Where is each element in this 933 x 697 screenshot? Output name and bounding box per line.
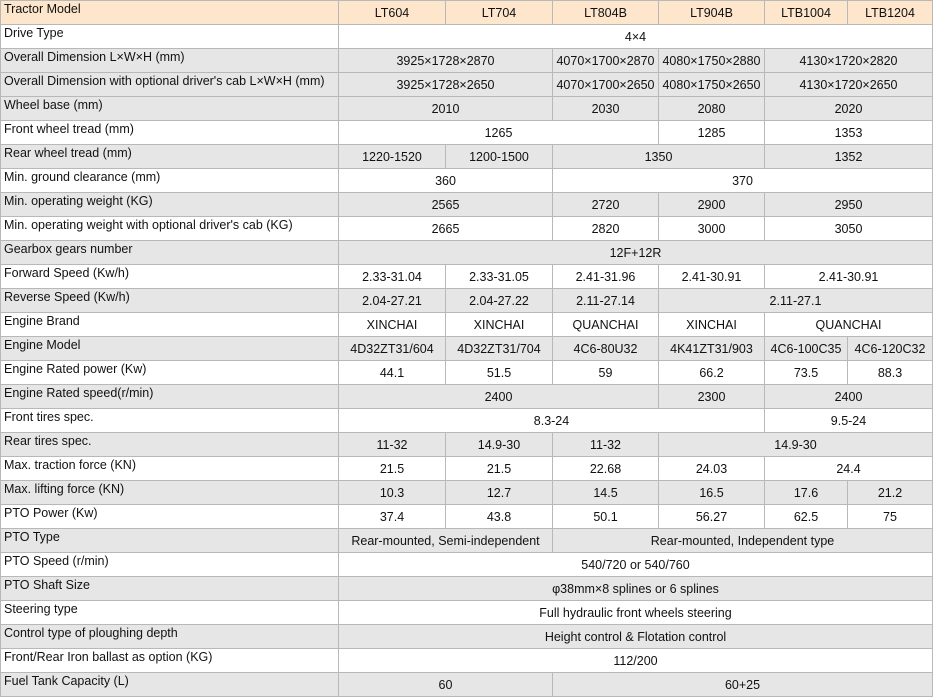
spec-label: Min. operating weight (KG) bbox=[1, 193, 339, 217]
spec-row bbox=[1, 25, 933, 49]
spec-value: 21.2 bbox=[848, 481, 933, 505]
spec-label: PTO Speed (r/min) bbox=[1, 553, 339, 577]
spec-value: 3000 bbox=[659, 217, 765, 241]
spec-label: Front tires spec. bbox=[1, 409, 339, 433]
spec-row bbox=[1, 49, 933, 73]
spec-row bbox=[1, 385, 933, 409]
spec-value: 2820 bbox=[553, 217, 659, 241]
spec-value: XINCHAI bbox=[659, 313, 765, 337]
spec-value: 2080 bbox=[659, 97, 765, 121]
spec-label: Reverse Speed (Kw/h) bbox=[1, 289, 339, 313]
spec-value: 112/200 bbox=[339, 649, 933, 673]
spec-label: Min. operating weight with optional driver's cab (KG) bbox=[1, 217, 339, 241]
spec-value: 3925×1728×2870 bbox=[339, 49, 553, 73]
spec-row bbox=[1, 505, 933, 529]
spec-value: 4130×1720×2820 bbox=[765, 49, 933, 73]
spec-value: 2.41-30.91 bbox=[659, 265, 765, 289]
spec-value: 2300 bbox=[659, 385, 765, 409]
spec-row bbox=[1, 529, 933, 553]
spec-value: 9.5-24 bbox=[765, 409, 933, 433]
spec-value: 14.5 bbox=[553, 481, 659, 505]
spec-label: Engine Rated power (Kw) bbox=[1, 361, 339, 385]
spec-value: Full hydraulic front wheels steering bbox=[339, 601, 933, 625]
spec-label: PTO Type bbox=[1, 529, 339, 553]
spec-value: 1352 bbox=[765, 145, 933, 169]
spec-row bbox=[1, 625, 933, 649]
spec-value: 14.9-30 bbox=[446, 433, 553, 457]
spec-value: 60+25 bbox=[553, 673, 933, 697]
spec-label: Front/Rear Iron ballast as option (KG) bbox=[1, 649, 339, 673]
spec-value: 88.3 bbox=[848, 361, 933, 385]
spec-label: Engine Model bbox=[1, 337, 339, 361]
spec-label: Control type of ploughing depth bbox=[1, 625, 339, 649]
spec-value: 370 bbox=[553, 169, 933, 193]
spec-value: 24.4 bbox=[765, 457, 933, 481]
model-header-lt604: LT604 bbox=[339, 1, 446, 25]
header-row bbox=[1, 1, 933, 25]
spec-label: Overall Dimension L×W×H (mm) bbox=[1, 49, 339, 73]
spec-value: XINCHAI bbox=[446, 313, 553, 337]
spec-row bbox=[1, 337, 933, 361]
header-label: Tractor Model bbox=[1, 1, 339, 25]
model-header-lt704: LT704 bbox=[446, 1, 553, 25]
spec-value: 56.27 bbox=[659, 505, 765, 529]
spec-value: 44.1 bbox=[339, 361, 446, 385]
spec-value: 22.68 bbox=[553, 457, 659, 481]
spec-value: 4C6-100C35 bbox=[765, 337, 848, 361]
spec-value: 2.33-31.05 bbox=[446, 265, 553, 289]
spec-row bbox=[1, 577, 933, 601]
spec-value: 11-32 bbox=[339, 433, 446, 457]
spec-value: 4070×1700×2650 bbox=[553, 73, 659, 97]
spec-value: 4×4 bbox=[339, 25, 933, 49]
spec-value: 16.5 bbox=[659, 481, 765, 505]
spec-row bbox=[1, 457, 933, 481]
spec-label: PTO Shaft Size bbox=[1, 577, 339, 601]
spec-row bbox=[1, 73, 933, 97]
spec-value: 1200-1500 bbox=[446, 145, 553, 169]
spec-label: Engine Brand bbox=[1, 313, 339, 337]
spec-value: Height control & Flotation control bbox=[339, 625, 933, 649]
model-header-lt904b: LT904B bbox=[659, 1, 765, 25]
spec-value: 2.41-30.91 bbox=[765, 265, 933, 289]
spec-value: 4D32ZT31/604 bbox=[339, 337, 446, 361]
spec-value: 4080×1750×2650 bbox=[659, 73, 765, 97]
spec-label: Wheel base (mm) bbox=[1, 97, 339, 121]
spec-label: Max. traction force (KN) bbox=[1, 457, 339, 481]
spec-value: Rear-mounted, Independent type bbox=[553, 529, 933, 553]
model-header-ltb1204: LTB1204 bbox=[848, 1, 933, 25]
spec-value: 59 bbox=[553, 361, 659, 385]
spec-row bbox=[1, 289, 933, 313]
spec-value: QUANCHAI bbox=[765, 313, 933, 337]
spec-row bbox=[1, 193, 933, 217]
spec-label: Engine Rated speed(r/min) bbox=[1, 385, 339, 409]
spec-value: 1285 bbox=[659, 121, 765, 145]
spec-value: 12.7 bbox=[446, 481, 553, 505]
spec-value: 3925×1728×2650 bbox=[339, 73, 553, 97]
spec-value: 10.3 bbox=[339, 481, 446, 505]
spec-value: 4C6-120C32 bbox=[848, 337, 933, 361]
spec-row bbox=[1, 601, 933, 625]
spec-row bbox=[1, 361, 933, 385]
spec-value: 4K41ZT31/903 bbox=[659, 337, 765, 361]
spec-label: Drive Type bbox=[1, 25, 339, 49]
spec-label: PTO Power (Kw) bbox=[1, 505, 339, 529]
spec-value: 51.5 bbox=[446, 361, 553, 385]
spec-label: Rear wheel tread (mm) bbox=[1, 145, 339, 169]
spec-row bbox=[1, 169, 933, 193]
spec-value: 2950 bbox=[765, 193, 933, 217]
spec-value: 17.6 bbox=[765, 481, 848, 505]
spec-value: 11-32 bbox=[553, 433, 659, 457]
spec-value: 2.04-27.22 bbox=[446, 289, 553, 313]
spec-value: 2400 bbox=[339, 385, 659, 409]
spec-value: 62.5 bbox=[765, 505, 848, 529]
spec-value: 60 bbox=[339, 673, 553, 697]
spec-label: Forward Speed (Kw/h) bbox=[1, 265, 339, 289]
spec-row bbox=[1, 121, 933, 145]
spec-value: 2400 bbox=[765, 385, 933, 409]
spec-value: 14.9-30 bbox=[659, 433, 933, 457]
spec-value: 75 bbox=[848, 505, 933, 529]
spec-value: 4080×1750×2880 bbox=[659, 49, 765, 73]
spec-value: 24.03 bbox=[659, 457, 765, 481]
spec-row bbox=[1, 217, 933, 241]
spec-label: Steering type bbox=[1, 601, 339, 625]
spec-value: Rear-mounted, Semi-independent bbox=[339, 529, 553, 553]
spec-value: 2.11-27.1 bbox=[659, 289, 933, 313]
spec-row bbox=[1, 313, 933, 337]
spec-value: 2565 bbox=[339, 193, 553, 217]
spec-row bbox=[1, 241, 933, 265]
spec-value: 4D32ZT31/704 bbox=[446, 337, 553, 361]
spec-value: 1265 bbox=[339, 121, 659, 145]
spec-value: 21.5 bbox=[339, 457, 446, 481]
spec-value: 2900 bbox=[659, 193, 765, 217]
spec-value: 2030 bbox=[553, 97, 659, 121]
spec-label: Max. lifting force (KN) bbox=[1, 481, 339, 505]
spec-value: QUANCHAI bbox=[553, 313, 659, 337]
spec-value: 2665 bbox=[339, 217, 553, 241]
spec-value: 2.41-31.96 bbox=[553, 265, 659, 289]
spec-value: 360 bbox=[339, 169, 553, 193]
spec-row bbox=[1, 481, 933, 505]
spec-label: Front wheel tread (mm) bbox=[1, 121, 339, 145]
spec-value: 540/720 or 540/760 bbox=[339, 553, 933, 577]
spec-value: 21.5 bbox=[446, 457, 553, 481]
spec-value: 4070×1700×2870 bbox=[553, 49, 659, 73]
spec-value: 4130×1720×2650 bbox=[765, 73, 933, 97]
model-header-lt804b: LT804B bbox=[553, 1, 659, 25]
spec-value: 73.5 bbox=[765, 361, 848, 385]
spec-value: 2010 bbox=[339, 97, 553, 121]
spec-value: φ38mm×8 splines or 6 splines bbox=[339, 577, 933, 601]
spec-value: 3050 bbox=[765, 217, 933, 241]
spec-value: 12F+12R bbox=[339, 241, 933, 265]
spec-row bbox=[1, 673, 933, 697]
spec-value: 1350 bbox=[553, 145, 765, 169]
spec-row bbox=[1, 553, 933, 577]
spec-row bbox=[1, 265, 933, 289]
model-header-ltb1004: LTB1004 bbox=[765, 1, 848, 25]
spec-value: XINCHAI bbox=[339, 313, 446, 337]
spec-value: 2.11-27.14 bbox=[553, 289, 659, 313]
spec-value: 1353 bbox=[765, 121, 933, 145]
spec-value: 37.4 bbox=[339, 505, 446, 529]
spec-label: Gearbox gears number bbox=[1, 241, 339, 265]
spec-value: 1220-1520 bbox=[339, 145, 446, 169]
spec-label: Rear tires spec. bbox=[1, 433, 339, 457]
spec-value: 2.04-27.21 bbox=[339, 289, 446, 313]
spec-value: 2720 bbox=[553, 193, 659, 217]
spec-label: Min. ground clearance (mm) bbox=[1, 169, 339, 193]
spec-value: 2.33-31.04 bbox=[339, 265, 446, 289]
spec-value: 66.2 bbox=[659, 361, 765, 385]
spec-value: 43.8 bbox=[446, 505, 553, 529]
spec-label: Fuel Tank Capacity (L) bbox=[1, 673, 339, 697]
spec-value: 2020 bbox=[765, 97, 933, 121]
spec-value: 4C6-80U32 bbox=[553, 337, 659, 361]
spec-row bbox=[1, 649, 933, 673]
spec-value: 8.3-24 bbox=[339, 409, 765, 433]
spec-row bbox=[1, 145, 933, 169]
spec-row bbox=[1, 97, 933, 121]
spec-value: 50.1 bbox=[553, 505, 659, 529]
spec-label: Overall Dimension with optional driver's cab L×W×H (mm) bbox=[1, 73, 339, 97]
spec-row bbox=[1, 409, 933, 433]
spec-row bbox=[1, 433, 933, 457]
